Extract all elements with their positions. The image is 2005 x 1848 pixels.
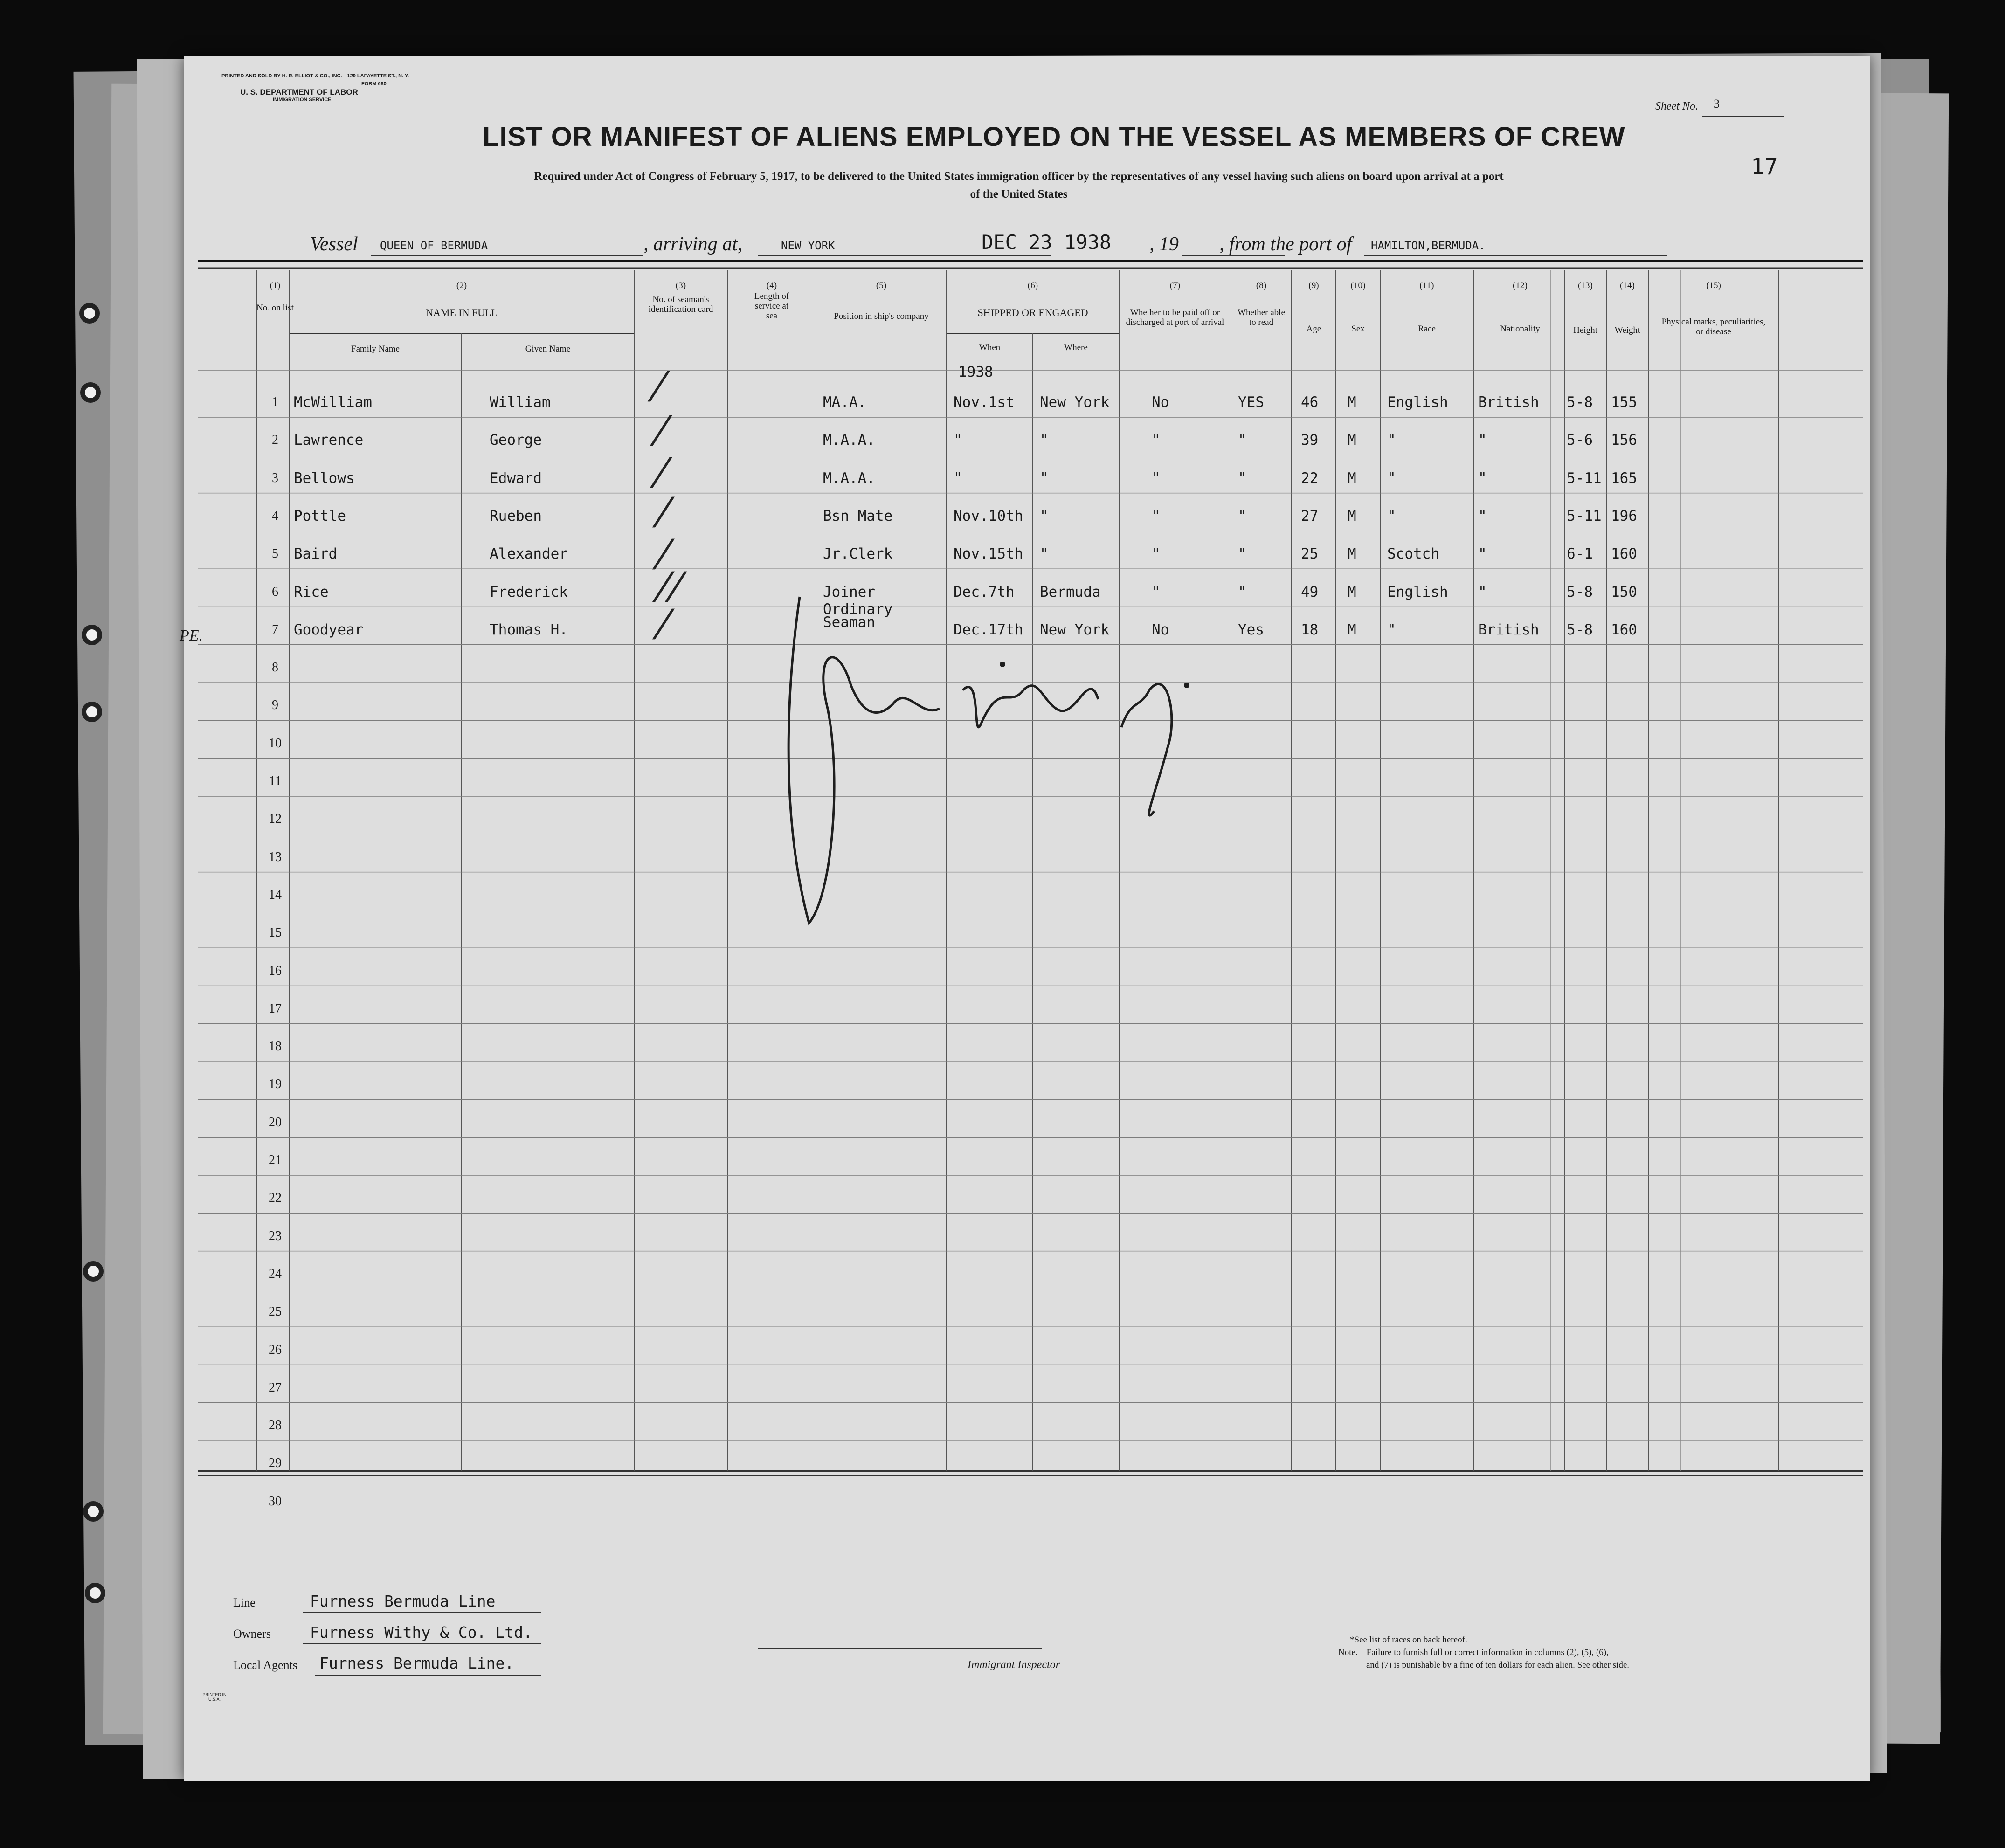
race: " xyxy=(1387,469,1396,487)
row-number: 18 xyxy=(269,1039,282,1054)
height: 5-8 xyxy=(1567,394,1593,411)
check-mark: // xyxy=(650,564,690,607)
height: 5-6 xyxy=(1567,432,1593,449)
row-number: 11 xyxy=(269,774,282,788)
col-6b-header: Where xyxy=(1064,343,1088,352)
page-mark: 17 xyxy=(1751,154,1778,180)
row-number: 19 xyxy=(269,1077,282,1092)
position: Bsn Mate xyxy=(823,507,893,524)
able-to-read: " xyxy=(1238,545,1247,563)
height: 5-11 xyxy=(1567,469,1602,487)
col-2a-header: Family Name xyxy=(351,344,400,354)
check-mark: / xyxy=(648,450,675,493)
col-1-number: (1) xyxy=(270,281,281,290)
check-mark: / xyxy=(650,601,678,645)
height: 6-1 xyxy=(1567,545,1593,563)
row-number: 17 xyxy=(269,1001,282,1016)
col-5-number: (5) xyxy=(876,281,887,290)
races-note: *See list of races on back hereof. xyxy=(1350,1635,1467,1645)
paid-off: No xyxy=(1152,621,1169,638)
height: 5-8 xyxy=(1567,621,1593,638)
col-10-header: Sex xyxy=(1351,324,1365,334)
sex: M xyxy=(1348,432,1356,449)
given-name: Alexander xyxy=(490,545,568,563)
given-name: Thomas H. xyxy=(490,621,568,638)
row-number: 12 xyxy=(269,812,282,827)
binder-eyelet xyxy=(80,382,101,403)
position: Jr.Clerk xyxy=(823,545,893,563)
col-8-header: Whether able to read xyxy=(1238,308,1285,327)
row-number: 25 xyxy=(269,1304,282,1319)
binder-eyelet xyxy=(83,1261,104,1282)
given-name: Rueben xyxy=(490,507,542,524)
row-number: 15 xyxy=(269,925,282,940)
col-7-header: Whether to be paid off or discharged at port of arrival xyxy=(1126,308,1224,327)
col-9-header: Age xyxy=(1306,324,1321,334)
weight: 150 xyxy=(1611,583,1637,600)
inspector-signature xyxy=(720,569,1233,942)
department-name: U. S. DEPARTMENT OF LABOR xyxy=(240,88,358,97)
row-number: 6 xyxy=(272,584,278,599)
family-name: Baird xyxy=(294,545,338,563)
paid-off: " xyxy=(1152,583,1161,600)
col-4-header: Length of service at sea xyxy=(754,291,789,321)
shipped-where: " xyxy=(1040,507,1049,524)
paid-off: " xyxy=(1152,507,1161,524)
binder-eyelet xyxy=(82,702,102,722)
owners-label: Owners xyxy=(233,1627,271,1641)
col-9-number: (9) xyxy=(1308,281,1319,290)
age: 25 xyxy=(1301,545,1319,563)
family-name: McWilliam xyxy=(294,394,372,411)
col-6a-header: When xyxy=(979,343,1001,352)
age: 46 xyxy=(1301,394,1319,411)
row-number: 10 xyxy=(269,736,282,751)
nationality: British xyxy=(1478,621,1539,638)
col-2-number: (2) xyxy=(456,281,467,290)
race: " xyxy=(1387,507,1396,524)
shipped-when: Dec.17th xyxy=(954,621,1023,638)
family-name: Lawrence xyxy=(294,432,364,449)
vessel-label: Vessel xyxy=(310,234,358,255)
row-number: 4 xyxy=(272,508,278,523)
position: M.A.A. xyxy=(823,469,875,487)
row-number: 21 xyxy=(269,1153,282,1167)
margin-note: PE. xyxy=(180,627,203,644)
col-6-header: SHIPPED OR ENGAGED xyxy=(977,307,1088,318)
binder-eyelet xyxy=(83,1501,104,1522)
line-underline xyxy=(303,1612,541,1613)
form-number: FORM 680 xyxy=(361,81,387,87)
weight: 156 xyxy=(1611,432,1637,449)
shipped-where: Bermuda xyxy=(1040,583,1101,600)
family-name: Goodyear xyxy=(294,621,364,638)
race: " xyxy=(1387,432,1396,449)
agents-underline xyxy=(315,1675,541,1676)
row-number: 8 xyxy=(272,660,278,675)
row-number: 30 xyxy=(269,1494,282,1509)
able-to-read: " xyxy=(1238,583,1247,600)
age: 22 xyxy=(1301,469,1319,487)
col-13-header: Height xyxy=(1573,325,1597,335)
paid-off: " xyxy=(1152,469,1161,487)
service-name: IMMIGRATION SERVICE xyxy=(273,97,332,103)
height: 5-11 xyxy=(1567,507,1602,524)
position: MA.A. xyxy=(823,394,867,411)
binder-eyelet xyxy=(79,303,100,324)
able-to-read: " xyxy=(1238,507,1247,524)
sheet-number-value: 3 xyxy=(1714,97,1720,110)
inspector-signature-line xyxy=(758,1648,1042,1649)
position: M.A.A. xyxy=(823,432,875,449)
from-port: HAMILTON,BERMUDA. xyxy=(1371,239,1486,252)
arriving-port: NEW YORK xyxy=(781,239,835,252)
sex: M xyxy=(1348,545,1356,563)
race: English xyxy=(1387,394,1448,411)
agents-label: Local Agents xyxy=(233,1658,297,1672)
weight: 155 xyxy=(1611,394,1637,411)
row-number: 7 xyxy=(272,622,278,637)
age: 27 xyxy=(1301,507,1319,524)
col-2b-header: Given Name xyxy=(525,344,571,354)
able-to-read: " xyxy=(1238,432,1247,449)
family-name: Pottle xyxy=(294,507,346,524)
col-14-header: Weight xyxy=(1614,325,1640,335)
arrival-date: DEC 23 1938 xyxy=(982,231,1112,254)
shipped-where: " xyxy=(1040,469,1049,487)
able-to-read: " xyxy=(1238,469,1247,487)
line-value: Furness Bermuda Line xyxy=(310,1592,496,1610)
sex: M xyxy=(1348,507,1356,524)
owners-underline xyxy=(303,1643,541,1644)
check-mark: / xyxy=(650,531,678,575)
col-12-number: (12) xyxy=(1513,281,1528,290)
vessel-name: QUEEN OF BERMUDA xyxy=(380,239,488,252)
weight: 196 xyxy=(1611,507,1637,524)
col-8-number: (8) xyxy=(1256,281,1267,290)
paid-off: " xyxy=(1152,432,1161,449)
age: 18 xyxy=(1301,621,1319,638)
shipped-where: New York xyxy=(1040,621,1110,638)
position: Ordinary Seaman xyxy=(823,600,893,631)
penalty-note-2: and (7) is punishable by a fine of ten dollars for each alien. See other side. xyxy=(1366,1660,1630,1670)
race: English xyxy=(1387,583,1448,600)
row-number: 27 xyxy=(269,1380,282,1395)
nationality: " xyxy=(1478,469,1487,487)
shipped-when: " xyxy=(954,432,962,449)
col-3-number: (3) xyxy=(675,281,686,290)
given-name: Frederick xyxy=(490,583,568,600)
nationality: " xyxy=(1478,507,1487,524)
shipped-where: " xyxy=(1040,545,1049,563)
manifest-sheet xyxy=(180,56,1870,1781)
paid-off: No xyxy=(1152,394,1169,411)
row-number: 26 xyxy=(269,1342,282,1357)
sex: M xyxy=(1348,394,1356,411)
row-number: 29 xyxy=(269,1456,282,1471)
col-1-header: No. on list xyxy=(256,303,294,313)
subtitle-line-1: Required under Act of Congress of February 5, 1917, to be delivered to the United States immigration officer by the representatives of any vessel having such aliens on board upon arrival at a port xyxy=(534,170,1504,183)
sheet-number-label: Sheet No. xyxy=(1655,100,1698,112)
row-number: 9 xyxy=(272,698,278,713)
shipped-where: " xyxy=(1040,432,1049,449)
col-13-number: (13) xyxy=(1578,281,1593,290)
weight: 160 xyxy=(1611,621,1637,638)
nationality: British xyxy=(1478,394,1539,411)
form-title: LIST OR MANIFEST OF ALIENS EMPLOYED ON THE VESSEL AS MEMBERS OF CREW xyxy=(483,122,1625,152)
given-name: William xyxy=(490,394,551,411)
sex: M xyxy=(1348,583,1356,600)
family-name: Rice xyxy=(294,583,329,600)
col-3-header: No. of seaman's identification card xyxy=(648,295,713,314)
nationality: " xyxy=(1478,432,1487,449)
union-label: PRINTED IN U.S.A. xyxy=(202,1692,227,1702)
shipped-year: 1938 xyxy=(958,364,993,380)
check-mark: / xyxy=(645,364,673,407)
sex: M xyxy=(1348,469,1356,487)
row-number: 5 xyxy=(272,546,278,561)
height: 5-8 xyxy=(1567,583,1593,600)
col-11-header: Race xyxy=(1418,324,1436,334)
inspector-label: Immigrant Inspector xyxy=(968,1659,1060,1671)
col-11-number: (11) xyxy=(1419,281,1434,290)
row-number: 13 xyxy=(269,849,282,864)
col-4-number: (4) xyxy=(766,281,777,290)
given-name: George xyxy=(490,432,542,449)
check-mark: / xyxy=(650,490,678,533)
row-number: 1 xyxy=(272,395,278,409)
row-number: 28 xyxy=(269,1418,282,1433)
weight: 165 xyxy=(1611,469,1637,487)
col-10-number: (10) xyxy=(1350,281,1366,290)
position: Joiner xyxy=(823,583,875,600)
col-15-number: (15) xyxy=(1706,281,1721,290)
sex: M xyxy=(1348,621,1356,638)
shipped-when: Dec.7th xyxy=(954,583,1015,600)
printer-line: PRINTED AND SOLD BY H. R. ELLIOT & CO., INC.—129 LAFAYETTE ST., N. Y. xyxy=(221,73,409,79)
paid-off: " xyxy=(1152,545,1161,563)
col-2-header: NAME IN FULL xyxy=(426,307,498,318)
able-to-read: Yes xyxy=(1238,621,1264,638)
check-mark: / xyxy=(648,408,675,451)
arriving-label: , arriving at, xyxy=(643,234,743,255)
agents-value: Furness Bermuda Line. xyxy=(319,1654,514,1672)
col-7-number: (7) xyxy=(1169,281,1181,290)
family-name: Bellows xyxy=(294,469,355,487)
shipped-when: Nov.15th xyxy=(954,545,1023,563)
row-number: 16 xyxy=(269,963,282,978)
binder-eyelet xyxy=(82,625,102,645)
nationality: " xyxy=(1478,545,1487,563)
shipped-where: New York xyxy=(1040,394,1110,411)
row-number: 14 xyxy=(269,887,282,902)
from-port-label: , from the port of xyxy=(1219,234,1352,255)
able-to-read: YES xyxy=(1238,394,1264,411)
age: 39 xyxy=(1301,432,1319,449)
owners-value: Furness Withy & Co. Ltd. xyxy=(310,1623,532,1641)
given-name: Edward xyxy=(490,469,542,487)
col-6-number: (6) xyxy=(1027,281,1038,290)
row-number: 2 xyxy=(272,433,278,448)
col-14-number: (14) xyxy=(1620,281,1635,290)
weight: 160 xyxy=(1611,545,1637,563)
race: " xyxy=(1387,621,1396,638)
age: 49 xyxy=(1301,583,1319,600)
binder-eyelet xyxy=(85,1583,105,1603)
row-number: 23 xyxy=(269,1228,282,1243)
shipped-when: Nov.1st xyxy=(954,394,1015,411)
shipped-when: " xyxy=(954,469,962,487)
row-number: 24 xyxy=(269,1266,282,1281)
penalty-note-1: Note.—Failure to furnish full or correct information in columns (2), (5), (6), xyxy=(1338,1648,1609,1657)
race: Scotch xyxy=(1387,545,1439,563)
col-5-header: Position in ship's company xyxy=(834,311,929,321)
col-12-header: Nationality xyxy=(1500,324,1540,334)
row-number: 3 xyxy=(272,470,278,485)
year-label: , 19 xyxy=(1149,234,1179,255)
line-label: Line xyxy=(233,1596,256,1609)
subtitle-line-2: of the United States xyxy=(970,188,1068,200)
row-number: 20 xyxy=(269,1115,282,1130)
col-15-header: Physical marks, peculiarities, or disease xyxy=(1661,317,1766,337)
shipped-when: Nov.10th xyxy=(954,507,1023,524)
nationality: " xyxy=(1478,583,1487,600)
row-number: 22 xyxy=(269,1191,282,1206)
